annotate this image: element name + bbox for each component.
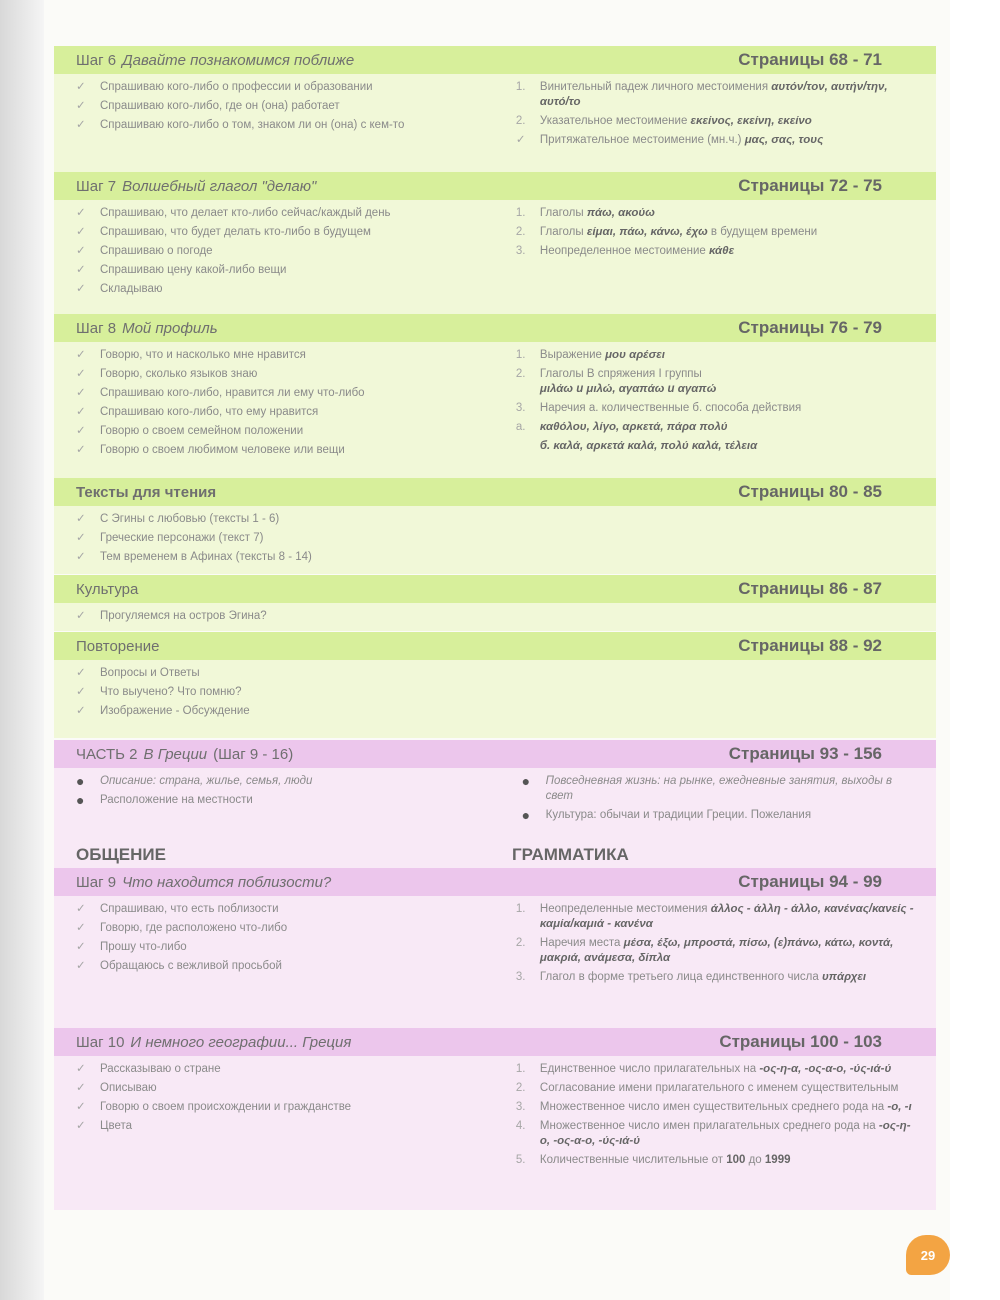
bullet-icon: ● [521,773,531,789]
check-icon: ✓ [76,119,86,131]
list-item: 1. Единственное число прилагательных на -ος-η-α, -ος-α-ο, -ύς-ιά-ύ [515,1063,892,1075]
list-item: ✓ Цвета [76,1120,133,1132]
list-item: ✓ Обращаюсь с вежливой просьбой [76,960,282,972]
step-title: Давайте познакомимся поближе [122,51,355,69]
book-spine-shadow [0,0,44,1300]
list-item: ✓ Прогуляемся на остров Эгина? [76,610,267,622]
list-item: б. καλά, αρκετά καλά, πολύ καλά, τέλεια [539,440,758,452]
list-item: ✓ Складываю [76,283,163,295]
section-header [54,46,936,74]
list-item: ✓ Говорю о своем происхождении и гражданстве [76,1101,352,1113]
check-icon: ✓ [76,387,86,399]
page-range: Страницы 100 - 103 [719,1032,882,1051]
page-range: Страницы 94 - 99 [738,872,882,891]
list-item: 2. Глаголы B спряжения I группы μιλάω и μιλώ, αγαπάω и αγαπώ [515,368,717,395]
step-number: Шаг 10 [76,1033,125,1051]
list-item: ✓ Говорю о своем семейном положении [76,425,304,437]
check-icon: ✓ [76,226,86,238]
list-item: ✓ С Эгины с любовью (тексты 1 - 6) [76,513,280,525]
section-step-10 [54,1028,936,1210]
page-range: Страницы 86 - 87 [738,579,882,598]
check-icon: ✓ [76,406,86,418]
list-item: 2. Указательное местоимение εκείνος, εκείνη, εκείνο [515,115,812,127]
section-part-2 [54,740,936,842]
check-icon: ✓ [76,686,86,698]
step-title: И немного географии... Греция [130,1033,352,1051]
step-number: Шаг 7 [76,177,117,195]
page-number-badge: 29 [906,1235,950,1275]
bullet-icon: ● [76,773,85,789]
check-icon: ✓ [76,960,86,972]
page-range: Страницы 68 - 71 [738,50,882,69]
section-title: Тексты для чтения [76,483,217,501]
check-icon: ✓ [76,264,86,276]
page-range: Страницы 76 - 79 [738,318,882,337]
page-range: Страницы 80 - 85 [738,482,882,501]
section-step-9 [54,868,936,1028]
page-range: Страницы 72 - 75 [738,176,882,195]
section-header [54,478,936,506]
list-item: ✓ Спрашиваю кого-либо о том, знаком ли он (она) с кем-то [76,119,405,131]
section-header [54,575,936,603]
communication-header: ОБЩЕНИЕ [76,845,166,864]
section-culture [54,575,936,631]
section-header [54,632,936,660]
list-item: ✓ Спрашиваю, что будет делать кто-либо в будущем [76,226,371,238]
list-item: ✓ Вопросы и Ответы [76,667,200,679]
section-review [54,632,936,738]
list-item: ✓ Греческие персонажи (текст 7) [76,532,264,544]
step-title: Мой профиль [122,319,218,337]
check-icon: ✓ [76,513,86,525]
check-icon: ✓ [76,1063,86,1075]
list-item: ● Повседневная жизнь: на рынке, ежедневные занятия, выходы в свет [521,773,893,802]
section-reading-texts [54,478,936,574]
step-title: Волшебный глагол "делаю" [122,177,317,195]
page-range: Страницы 88 - 92 [738,636,882,655]
check-icon: ✓ [76,81,86,93]
list-item: ● Культура: обычаи и традиции Греции. Пожелания [521,807,812,823]
section-step-6 [54,46,936,172]
column-headers [54,842,936,868]
check-icon: ✓ [76,444,86,456]
list-item: 1. Глаголы πάω, ακούω [515,207,655,219]
list-item: 2. Наречия места μέσα, έξω, μπροστά, πίσω, (ε)πάνω, κάτω, κοντά, μακριά, ανάμεσα, δίπλα [515,937,894,964]
check-icon: ✓ [76,100,86,112]
check-icon: ✓ [76,667,86,679]
check-icon: ✓ [76,1120,86,1132]
page-range: Страницы 93 - 156 [728,744,882,763]
list-item: ✓ Говорю о своем любимом человеке или вещи [76,444,345,456]
bullet-icon: ● [76,792,85,808]
list-item: 1. Неопределенные местоимения άλλος - άλλη - άλλο, κανένας/κανείς - καμία/καμιά - κανένα [515,903,914,930]
list-item: 3. Наречия а. количественные б. способа действия [515,402,802,414]
list-item: ✓ Говорю, сколько языков знаю [76,368,258,380]
bullet-icon: ● [521,807,531,823]
list-item: ✓ Описываю [76,1082,157,1094]
check-icon: ✓ [76,941,86,953]
list-item: ✓ Прошу что-либо [76,941,187,953]
step-number: Шаг 6 [76,51,117,69]
list-item: 1. Выражение μου αρέσει [515,349,665,361]
list-item: ✓ Тем временем в Афинах (тексты 8 - 14) [76,551,312,563]
section-header [54,740,936,768]
list-item: ✓ Рассказываю о стране [76,1063,221,1075]
check-icon: ✓ [76,368,86,380]
check-icon: ✓ [76,532,86,544]
step-number: Шаг 8 [76,319,117,337]
list-item: ✓ Спрашиваю, что есть поблизости [76,903,279,915]
list-item: ✓ Изображение - Обсуждение [76,705,250,717]
section-step-7 [54,172,936,314]
list-item: 3. Множественное число имен существительных среднего рода на -ο, -ι [515,1101,912,1113]
list-item: ● Описание: страна, жилье, семья, люди [76,773,313,789]
list-item: ● Расположение на местности [76,792,253,808]
list-item: 4. Множественное число имен прилагательных среднего рода на -ος-η-ο, -ος-α-ο, -ύς-ιά-ύ [515,1120,911,1147]
list-item: 1. Винительный падеж личного местоимения αυτόν/τον, αυτήν/την, αυτό/το [515,81,888,108]
list-item: ✓ Что выучено? Что помню? [76,686,242,698]
section-header [54,1028,936,1056]
part-title: В Греции [143,745,208,763]
list-item: ✓ Спрашиваю кого-либо о профессии и образовании [76,81,373,93]
list-item: ✓ Говорю, где расположено что-либо [76,922,288,934]
check-icon: ✓ [76,922,86,934]
section-title: Культура [76,580,139,598]
step-number: Шаг 9 [76,873,117,891]
section-header [54,172,936,200]
list-item: ✓ Спрашиваю о погоде [76,245,213,257]
list-item: ✓ Спрашиваю кого-либо, где он (она) работает [76,100,340,112]
check-icon: ✓ [76,425,86,437]
list-item: ✓ Спрашиваю, что делает кто-либо сейчас/каждый день [76,207,391,219]
step-title: Что находится поблизости? [122,873,332,891]
list-item: ✓ Говорю, что и насколько мне нравится [76,349,306,361]
check-icon: ✓ [76,1082,86,1094]
section-step-8 [54,314,936,478]
grammar-header: ГРАММАТИКА [512,845,629,864]
check-icon: ✓ [76,610,86,622]
check-icon: ✓ [76,551,86,563]
list-item: 3. Неопределенное местоимение κάθε [515,245,735,257]
list-item: 2. Согласование имени прилагательного с именем существительным [515,1082,899,1094]
check-icon: ✓ [76,705,86,717]
list-item: а. καθόλου, λίγο, αρκετά, πάρα πολύ [515,421,728,433]
check-icon: ✓ [515,134,526,146]
section-title: Повторение [76,637,160,655]
list-item: 3. Глагол в форме третьего лица единственного числа υπάρχει [515,971,867,983]
list-item: 2. Глаголы είμαι, πάω, κάνω, έχω в будущем времени [515,226,818,238]
check-icon: ✓ [76,349,86,361]
check-icon: ✓ [76,903,86,915]
list-item: ✓ Спрашиваю кого-либо, что ему нравится [76,406,319,418]
check-icon: ✓ [76,245,86,257]
list-item: ✓ Спрашиваю цену какой-либо вещи [76,264,287,276]
list-item: 5. Количественные числительные от 100 до 1999 [515,1154,791,1166]
check-icon: ✓ [76,283,86,295]
list-item: ✓ Притяжательное местоимение (мн.ч.) μας, σας, τους [515,134,824,146]
check-icon: ✓ [76,207,86,219]
list-item: ✓ Спрашиваю кого-либо, нравится ли ему что-либо [76,387,365,399]
part-range: (Шаг 9 - 16) [213,745,294,763]
part-number: ЧАСТЬ 2 [76,745,138,763]
section-header [54,868,936,896]
section-header [54,314,936,342]
check-icon: ✓ [76,1101,86,1113]
